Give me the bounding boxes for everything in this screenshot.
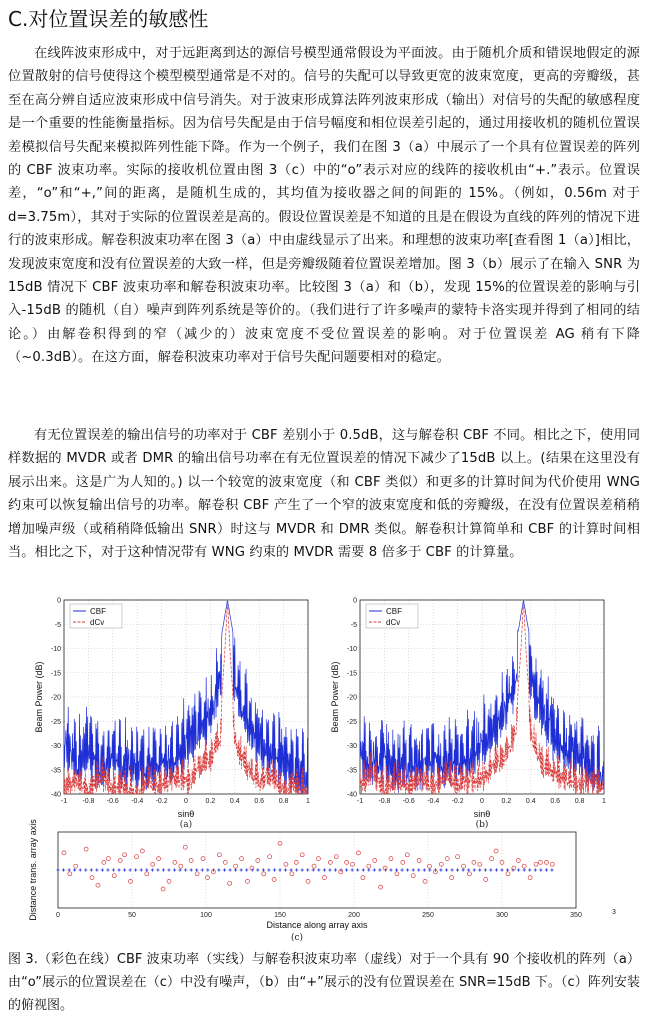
panel-c-plus-marker — [317, 868, 320, 871]
panel-c-o-marker — [389, 857, 393, 861]
panel-c-plus-marker — [484, 868, 487, 871]
panel-c-plus-marker — [478, 868, 481, 871]
panel-a-y-axis-label: Beam Power (dB) — [34, 661, 44, 733]
panel-c-o-marker — [334, 855, 338, 859]
panel-c-plus-marker — [217, 868, 220, 871]
panel-c-plus-marker — [106, 868, 109, 871]
paragraph-1: 在线阵波束形成中，对于远距离到达的源信号模型通常假设为平面波。由于随机介质和错误地假定的源位置散射的信号使得这个模型模型通常是不对的。信号的失配可以导致更宽的波束宽度，更高的旁瓣级，甚至在高分辨自适应波束形成中信号消失。对于波束形成算法阵列波束形成（输出）对信号的失配的敏感程度是一个重要的性能衡量指标。因为信号失配是由于信号幅度和相位误差引起的，通过用接收机的随机位置误差模拟信号失配来模拟阵列性能下降。作为一个例子，我们在图 3（a）中展示了一个具有位置误差的阵列的 CBF 波束功率。实际的接收机位置由图 3（c）中的“o”表示对应的线阵的接收机由“+.”表示。位置误差，“o”和“+,”间的距离，是随机生成的，其均值为接收器之间的间距的 15%。（例如，0.56m 对于 d=3.75m），其对于实际的位置误差是高的。假设位置误差是不知道的且是在假设为直线的阵列的情况下进行的波束形成。解卷积波束功率在图 3（a）中由虚线显示了出来。和理想的波束功率[查看图 1（a）]相比，发现波束宽度和没有位置误差的大致一样，但是旁瓣级随着位置误差增加。图 3（b）展示了在输入 SNR 为 15dB 情况下 CBF 波束功率和解卷积波束功率。比较图 3（a）和（b），发现 15%的位置误差的影响与引入-15dB 的随机（自）噪声到阵列系统是等价的。（我们进行了许多噪声的蒙特卡洛实现并得到了相同的结论。）由解卷积得到的窄（减少的）波束宽度不受位置误差的影响。对于位置误差 AG 稍有下降（~0.3dB）。在这方面，解卷积波束功率对于信号失配问题要相对的稳定。 — [8, 46, 640, 366]
panel-c-o-marker — [373, 859, 377, 863]
panel-c-o-marker — [179, 864, 183, 868]
panel-c-o-marker — [472, 860, 476, 864]
panel-c-plus-marker — [68, 868, 71, 871]
panel-a-y-tick-label: -10 — [50, 646, 61, 653]
panel-c-o-marker — [417, 859, 421, 863]
panel-c-o-marker — [245, 879, 249, 883]
panel-c-plus-marker — [101, 868, 104, 871]
panel-c-o-marker — [272, 878, 276, 882]
panel-c-plus-marker — [129, 868, 132, 871]
panel-c-o-marker — [90, 876, 94, 880]
panel-a-y-tick-label: 0 — [57, 597, 61, 605]
panel-c-plus-marker — [90, 868, 93, 871]
panel-c-o-marker — [294, 860, 298, 864]
panel-c-plus-marker — [367, 868, 370, 871]
panel-a-y-tick-label: -30 — [50, 743, 61, 750]
panel-a-x-tick-label: -0.2 — [155, 798, 168, 805]
panel-c-plus-marker — [173, 868, 176, 871]
panel-c-o-marker — [74, 864, 78, 868]
panel-c-plus-marker — [145, 868, 148, 871]
panel-c-plus-marker — [550, 868, 553, 871]
panel-c-o-marker — [395, 872, 399, 876]
panel-c-o-marker — [102, 860, 106, 864]
panel-c-o-marker — [322, 876, 326, 880]
panel-c-plus-marker — [467, 868, 470, 871]
panel-c-plus-marker — [162, 868, 165, 871]
panel-c-o-marker — [512, 866, 516, 870]
panel-c-plus-marker — [500, 868, 503, 871]
panel-c-plus-marker — [356, 868, 359, 871]
panel-c-plus-marker — [439, 868, 442, 871]
panel-c-plus-marker — [523, 868, 526, 871]
panel-b-legend-label-dcv: dCv — [386, 618, 401, 627]
panel-c-o-marker — [234, 864, 238, 868]
panel-c-plus-marker — [489, 868, 492, 871]
panel-b-y-tick-label: -5 — [350, 621, 357, 629]
panel-c-plus-marker — [73, 868, 76, 871]
panel-c-plus-marker — [406, 868, 409, 871]
panel-c-plus-marker — [306, 868, 309, 871]
panel-c-o-marker — [484, 878, 488, 882]
panel-c-plus-marker — [184, 868, 187, 871]
panel-b-x-tick-label: 0.4 — [525, 798, 536, 805]
panel-a-x-tick-label: 0.8 — [278, 798, 289, 805]
panel-a-y-tick-label: -35 — [50, 767, 61, 775]
panel-c-o-marker — [96, 883, 100, 887]
panel-c-o-marker — [84, 847, 88, 851]
panel-c-plus-marker — [228, 868, 231, 871]
panel-c-plus-marker — [134, 868, 137, 871]
panel-c-o-marker — [256, 859, 260, 863]
paragraph-2: 有无位置误差的输出信号的功率对于 CBF 差别小于 0.5dB，这与解卷积 CBF 不同。相比之下，使用同样数据的 MVDR 或者 DMR 的输出信号功率在有无位置误差的情况下减少了15dB 以上。(结果在这里没有展示出来。这是广为人知的。) 以一个较宽的波束宽度（和 CBF 类似）和更多的计算时间为代价使用 WNG 约束可以恢复输出信号的功率。解卷积 CBF 产生了一个窄的波束宽度和低的旁瓣级，在没有位置误差稍稍增加噪声级（或稍稍降低输出 SNR）时这与 MVDR 和 DMR 类似。解卷积计算简单和 CBF 的计算时间相当。相比之下，对于这种情况带有 WNG 约束的 MVDR 需要 8 倍多于 CBF 的计算量。 — [8, 428, 640, 561]
panel-a-x-tick-label: 1 — [306, 798, 310, 805]
panel-c-o-marker — [356, 851, 360, 855]
panel-c-plus-marker — [256, 868, 259, 871]
panel-b-y-tick-label: -35 — [346, 767, 357, 775]
panel-a-x-tick-label: -0.4 — [131, 798, 144, 805]
panel-c-x-tick-label: 300 — [496, 912, 508, 919]
panel-c-plus-marker — [79, 868, 82, 871]
panel-c-plus-marker — [495, 868, 498, 871]
panel-c-x-tick-label: 250 — [422, 912, 434, 919]
panel-b-y-tick-label: -40 — [346, 791, 357, 799]
panel-c-plus-marker — [323, 868, 326, 871]
panel-c-o-marker — [68, 872, 72, 876]
panel-b-y-tick-label: -10 — [346, 646, 357, 653]
panel-c-o-marker — [290, 872, 294, 876]
panel-b-x-tick-label: 0.2 — [501, 798, 512, 805]
panel-c-o-marker — [118, 859, 122, 863]
panel-b-x-tick-label: -0.8 — [378, 798, 391, 805]
panel-c-plus-marker — [428, 868, 431, 871]
panel-c-o-marker — [140, 849, 144, 853]
panel-c-plus-marker — [245, 868, 248, 871]
panel-c-o-marker — [450, 876, 454, 880]
panel-c-plus-marker — [262, 868, 265, 871]
panel-a-x-axis-label: sinθ — [177, 809, 195, 819]
panel-c-plus-marker — [156, 868, 159, 871]
page-mark: 3 — [612, 909, 616, 916]
panel-c-o-marker — [183, 845, 187, 849]
panel-c-plus-marker — [123, 868, 126, 871]
panel-c-o-marker — [145, 872, 149, 876]
panel-c-plus-marker — [95, 868, 98, 871]
panel-c-plus-marker — [528, 868, 531, 871]
panel-c-o-marker — [494, 849, 498, 853]
panel-a-y-tick-label: -20 — [50, 694, 61, 702]
panel-c-plus-marker — [301, 868, 304, 871]
panel-c-plus-marker — [423, 868, 426, 871]
panel-c-o-marker — [361, 876, 365, 880]
panel-c-o-marker — [405, 853, 409, 857]
panel-c-plus-marker — [462, 868, 465, 871]
panel-c-o-marker — [134, 855, 138, 859]
panel-c-x-tick-label: 200 — [348, 912, 360, 919]
panel-c-plus-marker — [151, 868, 154, 871]
panel-c-plus-marker — [278, 868, 281, 871]
panel-b-y-tick-label: -20 — [346, 694, 357, 702]
panel-b-sublabel: (b) — [475, 820, 489, 830]
panel-c-plus-marker — [345, 868, 348, 871]
panel-b-x-tick-label: 0 — [480, 798, 484, 805]
panel-a-x-tick-label: -1 — [60, 798, 68, 805]
panel-c-plus-marker — [539, 868, 542, 871]
panel-c-plus-marker — [534, 868, 537, 871]
panel-c-x-tick-label: 0 — [56, 912, 60, 919]
panel-b-x-tick-label: -0.2 — [451, 798, 464, 805]
section-heading: C.对位置误差的敏感性 — [8, 7, 209, 31]
panel-a-x-tick-label: 0.2 — [205, 798, 216, 805]
panel-c-o-marker — [217, 853, 221, 857]
panel-c-plus-marker — [417, 868, 420, 871]
panel-c-o-marker — [506, 872, 510, 876]
panel-b-y-tick-label: -30 — [346, 743, 357, 750]
panel-c-o-marker — [456, 855, 460, 859]
panel-c-o-marker — [189, 859, 193, 863]
panel-c-plus-marker — [445, 868, 448, 871]
panel-c-plus-marker — [223, 868, 226, 871]
panel-b-y-axis-label: Beam Power (dB) — [330, 661, 340, 733]
panel-c-o-marker — [528, 876, 532, 880]
panel-c-o-marker — [445, 857, 449, 861]
panel-c-o-marker — [123, 853, 127, 857]
panel-c-o-marker — [201, 857, 205, 861]
panel-c-plus-marker — [240, 868, 243, 871]
panel-c-plus-marker — [112, 868, 115, 871]
panel-c-o-marker — [228, 881, 232, 885]
panel-c-o-marker — [195, 872, 199, 876]
panel-c-o-marker — [112, 874, 116, 878]
panel-c-plus-marker — [140, 868, 143, 871]
panel-c-o-marker — [538, 860, 542, 864]
panel-c-plus-marker — [389, 868, 392, 871]
panel-c-o-marker — [284, 862, 288, 866]
panel-c-o-marker — [439, 862, 443, 866]
panel-a-y-tick-label: -5 — [54, 621, 61, 629]
panel-c-plus-marker — [401, 868, 404, 871]
panel-c-o-marker — [129, 879, 133, 883]
panel-c-plus-marker — [412, 868, 415, 871]
panel-c-plus-marker — [56, 868, 59, 871]
panel-c-x-tick-label: 350 — [570, 912, 582, 919]
panel-c-o-marker — [151, 862, 155, 866]
panel-c-plus-marker — [190, 868, 193, 871]
panel-c-o-marker — [534, 862, 538, 866]
panel-a-sublabel: (a) — [179, 820, 193, 830]
panel-c-o-marker — [173, 860, 177, 864]
panel-c-o-marker — [467, 872, 471, 876]
panel-b-legend-label-cbf: CBF — [386, 607, 402, 616]
panel-c-o-marker — [300, 853, 304, 857]
panel-c-plus-marker — [506, 868, 509, 871]
panel-b-x-axis-label: sinθ — [473, 809, 491, 819]
panel-c-plus-marker — [450, 868, 453, 871]
panel-c-o-marker — [351, 862, 355, 866]
panel-c-plus-marker — [362, 868, 365, 871]
panel-c-plus-marker — [267, 868, 270, 871]
panel-c-o-marker — [427, 864, 431, 868]
panel-c-o-marker — [223, 860, 227, 864]
panel-a-x-tick-label: 0.6 — [254, 798, 265, 805]
panel-c-x-tick-label: 100 — [200, 912, 212, 919]
panel-c-o-marker — [161, 887, 165, 891]
panel-c-plus-marker — [234, 868, 237, 871]
panel-c-plus-marker — [545, 868, 548, 871]
panel-c-plus-marker — [201, 868, 204, 871]
panel-c-plus-marker — [167, 868, 170, 871]
panel-c-plus-marker — [206, 868, 209, 871]
panel-a-x-tick-label: 0 — [184, 798, 188, 805]
panel-c-x-tick-label: 50 — [128, 912, 136, 919]
panel-c-plus-marker — [284, 868, 287, 871]
panel-c-o-marker — [306, 879, 310, 883]
panel-c-o-marker — [367, 864, 371, 868]
panel-b-x-tick-label: 1 — [602, 798, 606, 805]
panel-c-o-marker — [401, 860, 405, 864]
panel-a-x-tick-label: -0.6 — [106, 798, 119, 805]
panel-c-o-marker — [312, 864, 316, 868]
panel-c-o-marker — [516, 859, 520, 863]
panel-c-o-marker — [62, 851, 66, 855]
panel-c-o-marker — [550, 862, 554, 866]
panel-c-plus-marker — [373, 868, 376, 871]
panel-c-o-marker — [345, 860, 349, 864]
panel-c-o-marker — [490, 857, 494, 861]
panel-c-plus-marker — [456, 868, 459, 871]
panel-c-plus-marker — [295, 868, 298, 871]
panel-c-o-marker — [328, 860, 332, 864]
panel-c-plus-marker — [117, 868, 120, 871]
panel-c-o-marker — [379, 885, 383, 889]
panel-b-x-tick-label: -0.6 — [402, 798, 415, 805]
panel-c-plus-marker — [273, 868, 276, 871]
panel-c-o-marker — [462, 864, 466, 868]
panel-b-x-tick-label: -1 — [356, 798, 364, 805]
panel-a-x-tick-label: -0.8 — [82, 798, 95, 805]
panel-c-y-axis-label: Distance trans. array axis — [28, 819, 38, 921]
panel-b-x-tick-label: 0.8 — [574, 798, 585, 805]
panel-b-y-tick-label: -15 — [346, 670, 357, 678]
panel-c-x-tick-label: 150 — [274, 912, 286, 919]
panel-c-plus-marker — [84, 868, 87, 871]
panel-c-plus-marker — [378, 868, 381, 871]
panel-a-x-tick-label: 0.4 — [229, 798, 240, 805]
panel-c-o-marker — [268, 855, 272, 859]
panel-c-o-marker — [262, 872, 266, 876]
panel-c-o-marker — [522, 864, 526, 868]
figure-caption: 图 3.（彩色在线）CBF 波束功率（实线）与解卷积波束功率（虚线）对于一个具有 90 个接收机的阵列（a）由“o”展示的位置误差在（c）中没有噪声，（b）由“+”展示的没有位置误差在 SNR=15dB 下。（c）阵列安装的俯视图。 — [8, 952, 640, 1013]
panel-c-plus-marker — [328, 868, 331, 871]
panel-c-o-marker — [411, 874, 415, 878]
panel-c-plus-marker — [334, 868, 337, 871]
panel-c-o-marker — [167, 879, 171, 883]
panel-c-o-marker — [157, 857, 161, 861]
panel-c-o-marker — [544, 860, 548, 864]
panel-c-plus-marker — [195, 868, 198, 871]
panel-c-plus-marker — [62, 868, 65, 871]
panel-c-o-marker — [106, 857, 110, 861]
panel-c-plus-marker — [395, 868, 398, 871]
panel-a-y-tick-label: -40 — [50, 791, 61, 799]
panel-a-legend-label-cbf: CBF — [90, 607, 106, 616]
panel-c-plus-marker — [312, 868, 315, 871]
panel-c-sublabel: (c) — [290, 933, 304, 943]
panel-b-x-tick-label: 0.6 — [550, 798, 561, 805]
panel-c-o-marker — [316, 857, 320, 861]
panel-a-y-tick-label: -15 — [50, 670, 61, 678]
panel-c-x-axis-label: Distance along array axis — [266, 920, 368, 930]
panel-a-y-tick-label: -25 — [50, 718, 61, 726]
panel-c-plus-marker — [179, 868, 182, 871]
panel-c-o-marker — [423, 879, 427, 883]
panel-c-o-marker — [240, 857, 244, 861]
panel-c-plus-marker — [290, 868, 293, 871]
panel-c-plus-marker — [517, 868, 520, 871]
panel-b-x-tick-label: -0.4 — [427, 798, 440, 805]
panel-c-plus-marker — [473, 868, 476, 871]
panel-b-y-tick-label: 0 — [353, 597, 357, 605]
panel-c-o-marker — [478, 862, 482, 866]
panel-c-plus-marker — [351, 868, 354, 871]
panel-a-legend-label-dcv: dCv — [90, 618, 105, 627]
panel-b-y-tick-label: -25 — [346, 718, 357, 726]
